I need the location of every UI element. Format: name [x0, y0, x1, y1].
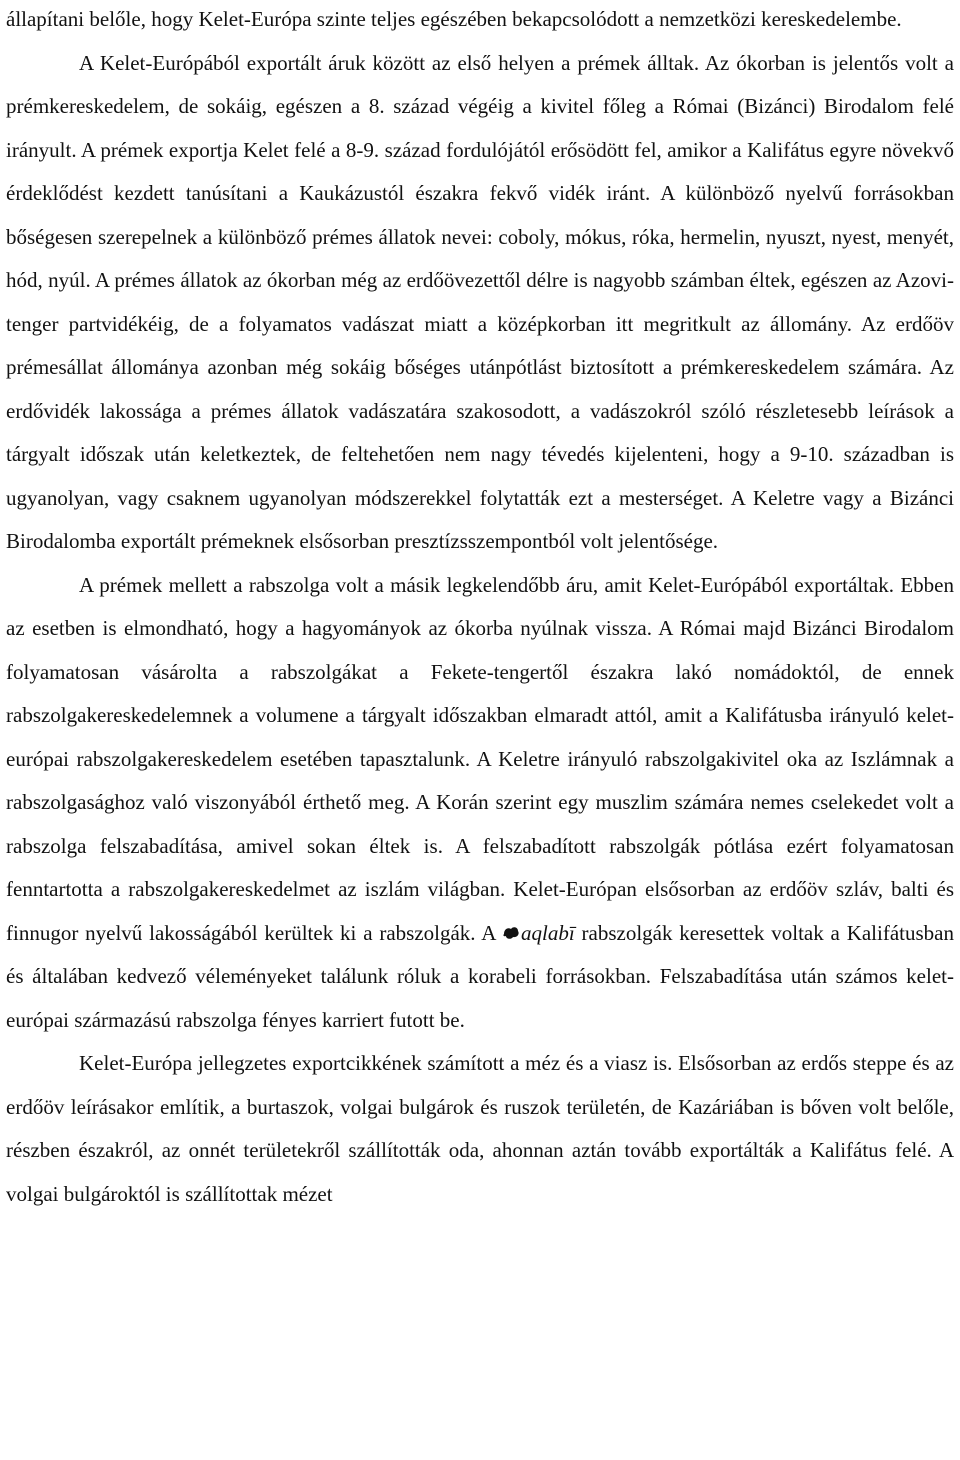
- paragraph-slave-trade: [6, 564, 954, 1043]
- paragraph-continuation: állapítani belőle, hogy Kelet-Európa szinte teljes egészében bekapcsolódott a nemzetközi kereskedelembe.: [6, 7, 902, 31]
- italic-term: aqlabī: [521, 920, 575, 945]
- paragraph-fur-trade: A Kelet-Európából exportált áruk között az első helyen a prémek álltak. Az ókorban is jelentős volt a prémkereskedelem, de sokáig, egészen a 8. század végéig a kivitel főleg a Római (Bizánci) Birodalom felé irányult. A prémek exportja Kelet felé a 8-9. század fordulójától erősödött fel, amikor a Kalifátus egyre növekvő érdeklődést kezdett tanúsítani a Kaukázustól északra fekvő vidék iránt. A különböző nyelvű forrásokban bőségesen szerepelnek a különböző prémes állatok nevei: coboly, mókus, róka, hermelin, nyuszt, nyest, menyét, hód, nyúl. A prémes állatok az ókorban még az erdőövezettől délre is nagyobb számban éltek, egészen az Azovi-tenger partvidékéig, de a folyamatos vadászat miatt a középkorban itt megritkult az állomány. Az erdőöv prémesállat állománya azonban még sokáig bőséges utánpótlást biztosított a prémkereskedelem számára. Az erdővidék lakossága a prémes állatok vadászatára szakosodott, a vadászokról szóló részletesebb leírások a tárgyalt időszak után keletkeztek, de feltehetően nem nagy tévedés kijelenteni, hogy a 9-10. században is ugyanolyan, vagy csaknem ugyanolyan módszerekkel folytatták ezt a mesterséget. A Keletre vagy a Bizánci Birodalomba exportált prémeknek elsősorban presztízsszempontból volt jelentősége.: [6, 50, 954, 553]
- document-page: [6, 0, 954, 1216]
- paragraph-slave-trade-text-before: A prémek mellett a rabszolga volt a másik legkelendőbb áru, amit Kelet-Európából exportáltak. Ebben az esetben is elmondható, hogy a hagyományok az ókorba nyúlnak vissza. A Római majd Bizánci Birodalom folyamatosan vásárolta a rabszolgákat a Fekete-tengertől északra lakó nomádoktól, de ennek rabszolgakereskedelemnek a volumene a tárgyalt időszakban elmaradt attól, amit a Kalifátusba irányuló kelet-európai rabszolgakereskedelem esetében tapasztalunk. A Keletre irányuló rabszolgakivitel oka az Iszlámnak a rabszolgasághoz való viszonyából érthető meg. A Korán szerint egy muszlim számára nemes cselekedet volt a rabszolga felszabadítása, amivel sokan éltek is. A felszabadított rabszolgák pótlása ezért folyamatosan fenntartotta a rabszolgakereskedelmet az iszlám világban. Kelet-Európan elsősorban az erdőöv szláv, balti és finnugor nyelvű lakosságából kerültek ki a rabszolgák. A: [6, 572, 954, 945]
- paragraph-slave-trade-text-after: rabszolgák keresettek voltak a Kalifátusban és általában kedvező véleményeket találunk róluk a korabeli forrásokban. Felszabadítása után számos kelet-európai származású rabszolga fényes karriert futott be.: [6, 920, 954, 1032]
- saqaliba-letter-mark-icon: [502, 925, 520, 941]
- paragraph-honey-wax: Kelet-Európa jellegzetes exportcikkének számított a méz és a viasz is. Elsősorban az erdős steppe és az erdőöv leírásakor említik, a burtaszok, volgai bulgárok és ruszok területén, de Kazáriában is bőven volt belőle, részben északról, az onnét területekről szállították oda, ahonnan aztán tovább exportálták a Kalifátus felé. A volgai bulgároktól is szállítottak mézet: [6, 1051, 954, 1206]
